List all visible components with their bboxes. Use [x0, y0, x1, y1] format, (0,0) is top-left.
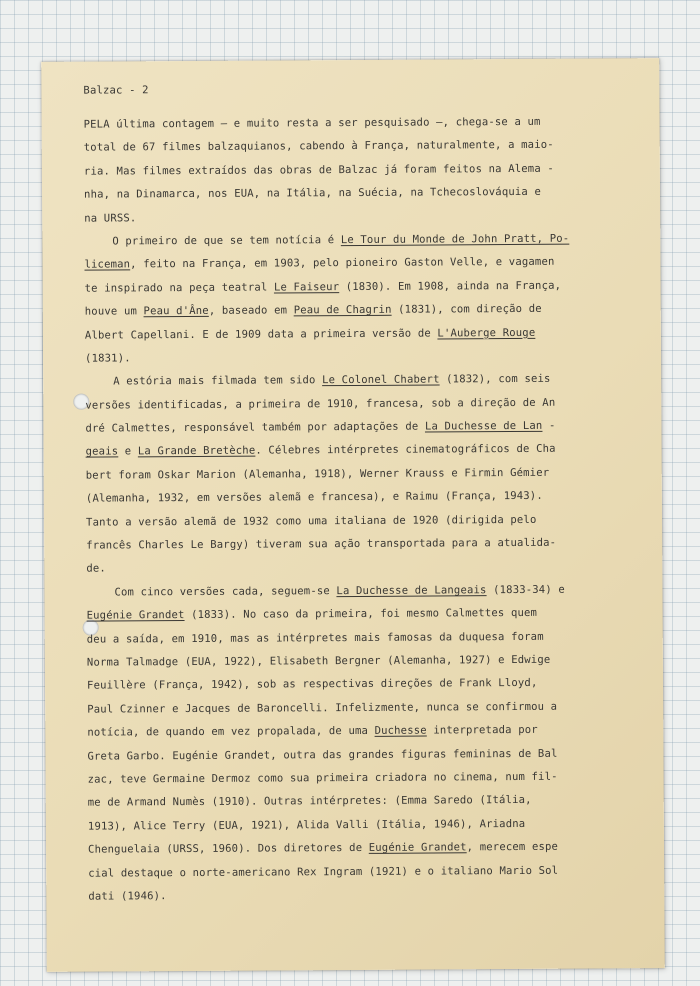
text-line	[88, 835, 648, 862]
underlined-title: Eugénie Grandet	[368, 841, 467, 855]
text-run: (Alemanha, 1932, em versões alemã e francesa), e Raimu (França, 1943).	[85, 490, 543, 505]
typewritten-page	[41, 58, 665, 972]
text-run: ria. Mas filmes extraídos das obras de Balzac já foram feitos na Alema -	[83, 162, 554, 178]
text-line	[85, 297, 645, 324]
text-line	[87, 695, 647, 722]
underlined-title: Le Faiseur	[273, 280, 340, 294]
text-run: Tanto a versão alemã de 1932 como uma italiana de 1920 (dirigida pelo	[86, 513, 537, 529]
text-run: dré Calmettes, responsável também por adaptações de	[85, 420, 425, 435]
text-run: te inspirado na peça teatral	[84, 281, 274, 295]
text-line	[84, 204, 644, 231]
text-run: 1913), Alice Terry (EUA, 1921), Alida Valli (Itália, 1946), Ariadna	[87, 817, 526, 833]
text-line	[86, 555, 646, 582]
text-line	[86, 531, 646, 558]
text-line	[87, 601, 647, 628]
text-run: dati (1946).	[88, 890, 167, 903]
text-line	[84, 227, 644, 254]
text-line	[88, 812, 648, 839]
text-run: me de Armand Numès (1910). Outras intérpretes: (Emma Saredo (Itália,	[87, 794, 532, 809]
underlined-title: liceman	[84, 258, 131, 271]
text-line	[85, 414, 645, 441]
text-run: (1832), com seis	[439, 373, 551, 386]
text-line	[86, 461, 646, 488]
text-run: versões identificadas, a primeira de 1910, francesa, sob a direção de An	[85, 396, 556, 412]
page-text	[83, 76, 648, 909]
text-line	[86, 508, 646, 535]
text-run: (1831).	[85, 352, 131, 365]
underlined-title: La Grande Bretèche	[137, 445, 256, 458]
text-run: Albert Capellani. E de 1909 data a primeira versão de	[84, 326, 438, 342]
text-run: (1831), com direção de	[391, 302, 542, 316]
text-run: bert foram Oskar Marion (Alemanha, 1918), Werner Krauss e Firmin Gémier	[85, 466, 550, 482]
underlined-title: geais	[85, 445, 119, 459]
text-line	[88, 882, 648, 909]
text-run: A estória mais filmada tem sido	[113, 374, 323, 388]
text-line	[84, 134, 644, 161]
text-line	[86, 438, 646, 465]
text-line	[85, 368, 645, 395]
underlined-title: Duchesse	[374, 724, 427, 738]
underlined-title: Eugénie Grandet	[86, 609, 185, 622]
text-run: (1833). No caso da primeira, foi mesmo Calmettes quem	[184, 607, 538, 622]
text-run: total de 67 filmes balzaquianos, cabendo à França, naturalmente, a maio-	[83, 139, 554, 155]
text-run: Com cinco versões cada, seguem-se	[114, 584, 337, 599]
text-run: Greta Garbo. Eugénie Grandet, outra das grandes figuras femininas de Bal	[87, 747, 558, 763]
text-run: cial destaque o norte-americano Rex Ingram (1921) e o italiano Mario Sol	[88, 864, 559, 880]
text-run: Chenguelaia (URSS, 1960). Dos diretores de	[88, 842, 369, 856]
text-run: deu a saída, em 1910, mas as intérpretes mais famosas da duquesa foram	[86, 630, 544, 646]
text-line	[88, 765, 648, 792]
text-run: na URSS.	[84, 211, 137, 225]
underlined-title: Le Tour du Monde de John Pratt, Po-	[340, 232, 570, 247]
underlined-title: Le Colonel Chabert	[322, 373, 440, 387]
text-run: de.	[86, 562, 106, 576]
text-line	[85, 274, 645, 301]
text-run: -	[542, 419, 556, 432]
paragraph	[84, 110, 645, 230]
text-line	[84, 110, 644, 137]
text-run: francês Charles Le Bargy) tiveram sua ação transportada para a atualida-	[86, 536, 557, 552]
text-run: , baseado em	[208, 304, 294, 318]
text-line	[86, 484, 646, 511]
text-line	[84, 180, 644, 207]
text-line	[87, 648, 647, 675]
text-line	[85, 391, 645, 418]
underlined-title: La Duchesse de Lan	[424, 419, 543, 433]
text-run: Feuillère (França, 1942), sob as respectivas direções de Frank Lloyd,	[87, 677, 538, 693]
paragraph	[86, 578, 648, 909]
paragraph	[85, 368, 646, 582]
paragraph	[84, 227, 645, 371]
text-line	[87, 718, 647, 745]
body-text	[84, 110, 649, 909]
text-run: Paul Czinner e Jacques de Baroncelli. Infelizmente, nunca se confirmou a	[87, 700, 558, 716]
underlined-title: Peau de Chagrin	[293, 303, 392, 317]
text-run: houve um	[84, 305, 144, 318]
underlined-title: Peau d'Âne	[143, 305, 209, 318]
text-line	[87, 742, 647, 769]
text-run: , merecem espe	[466, 840, 559, 854]
text-line	[84, 251, 644, 278]
text-run: Norma Talmadge (EUA, 1922), Elisabeth Bergner (Alemanha, 1927) e Edwige	[86, 653, 551, 669]
text-run: notícia, de quando em vez propalada, de uma	[87, 725, 375, 739]
text-line	[88, 859, 648, 886]
text-run: nha, na Dinamarca, nos EUA, na Itália, na Suécia, na Tchecoslováquia e	[84, 186, 542, 201]
text-line	[85, 321, 645, 348]
underlined-title: La Duchesse de Langeais	[336, 583, 487, 597]
text-run: , feito na França, em 1903, pelo pioneiro Gaston Velle, e vagamen	[130, 256, 555, 271]
text-line	[85, 344, 645, 371]
page-header: Balzac - 2	[83, 84, 149, 97]
text-line	[87, 672, 647, 699]
underlined-title: L'Auberge Rouge	[437, 326, 536, 339]
text-run: . Célebres intérpretes cinematográficos de Cha	[255, 443, 556, 458]
text-run: e	[118, 445, 138, 458]
text-run: O primeiro de que se tem notícia é	[112, 234, 341, 248]
text-line	[88, 789, 648, 816]
text-run: (1833-34) e	[486, 583, 565, 596]
text-run: zac, teve Germaine Dermoz como sua primeira criadora no cinema, num fil-	[87, 770, 558, 786]
text-run: PELA última contagem — e muito resta a ser pesquisado —, chega-se a um	[83, 115, 541, 131]
text-line	[84, 157, 644, 184]
text-line	[86, 578, 646, 605]
text-line	[87, 625, 647, 652]
text-run: interpretada por	[426, 724, 538, 737]
text-run: (1830). Em 1908, ainda na França,	[339, 279, 562, 293]
